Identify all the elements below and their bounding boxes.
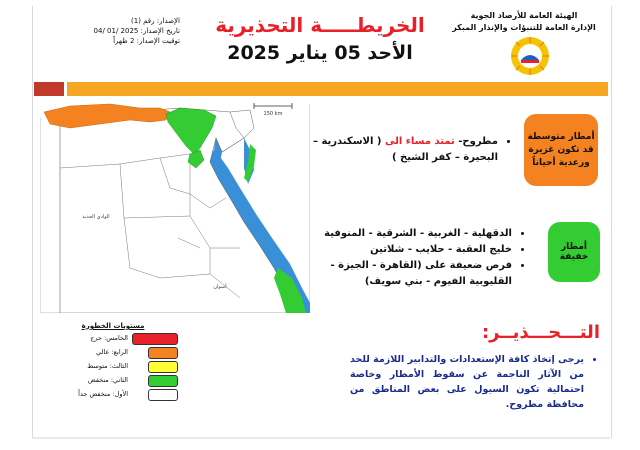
legend-label: الثاني: منخفض <box>87 376 128 384</box>
caution-text: • يرجى إتخاذ كافة الإستعدادات والتدابير اللازمة للحد من الآثار الناجمة عن سقوط الأمطار وخاصة احتمالية تكون السيول على بعض المناطق من محافظة مطروح. <box>350 352 584 412</box>
list-item: • خليج العقبة - حلايب - شلاتين <box>300 242 512 258</box>
legend-row <box>48 346 178 360</box>
green-warning-list <box>300 226 526 290</box>
warning-level-green <box>548 222 600 282</box>
egypt-warning-map <box>40 98 310 313</box>
legend-row <box>48 388 178 402</box>
green-level-label: أمطار خفيفة <box>559 242 589 262</box>
orange-warning-list <box>300 134 512 166</box>
legend-title: مستويات الخطورة <box>81 322 145 330</box>
legend-row <box>48 332 178 346</box>
item-highlight: تمتد مساء الى <box>381 136 459 147</box>
list-item: • فرص ضعيفة على (القاهرة - الجيزة - القليوبية الفيوم - بني سويف) <box>300 258 512 290</box>
legend-swatch-orange <box>148 347 178 359</box>
legend-swatch-green <box>148 375 178 387</box>
organization-name <box>440 10 608 34</box>
header-divider-bar <box>34 82 608 96</box>
legend-swatch-yellow <box>148 361 178 373</box>
issue-info <box>62 16 180 46</box>
divider-red-tab <box>34 82 64 96</box>
page-title: الخريطـــــة التحذيرية <box>215 13 425 37</box>
legend-row <box>48 374 178 388</box>
scale-bar-label: 150 km <box>263 111 283 117</box>
list-item: • الدقهلية - الغربية - الشرقية - المنوفية <box>300 226 512 242</box>
divider-gap <box>64 82 67 96</box>
org-line-1: الهيئة العامة للأرصاد الجوية <box>470 11 578 20</box>
orange-level-label: أمطار متوسطة قد تكون غزيرة ورعدية أحياناً <box>527 131 595 168</box>
ema-logo-icon <box>510 36 550 76</box>
legend-label: الأول: منخفض جداً <box>78 390 128 398</box>
org-line-2: الإدارة العامة للتنبؤات والإنذار المبكر <box>452 23 596 32</box>
issue-date: تاريخ الإصدار: 2025 /01 /04 <box>93 27 180 35</box>
region-label-aswan: أسوان <box>213 284 227 290</box>
caution-title: التـــحـــذيــر: <box>481 322 600 343</box>
caution-text-block <box>350 352 596 412</box>
legend-swatch-red <box>132 333 178 345</box>
legend-swatch-white <box>148 389 178 401</box>
risk-level-legend <box>48 322 178 402</box>
forecast-date: الأحد 05 يناير 2025 <box>227 42 413 64</box>
item-rest: ( الاسكندرية – البحيرة – كفر الشيخ ) <box>312 136 498 163</box>
warning-level-orange <box>524 114 598 186</box>
legend-label: الرابع: عالي <box>96 348 128 356</box>
region-label-new-valley: الوادي الجديد <box>82 214 110 220</box>
issue-number: الإصدار: رقم (1) <box>130 17 180 25</box>
bottom-rule <box>32 437 610 439</box>
list-item <box>300 134 498 166</box>
legend-label: الثالث: متوسط <box>87 362 128 370</box>
item-prefix: مطروح- <box>458 136 498 147</box>
issue-time: توقيت الإصدار: 2 ظهراً <box>113 37 180 45</box>
legend-row <box>48 360 178 374</box>
legend-label: الخامس: حرج <box>90 334 128 342</box>
